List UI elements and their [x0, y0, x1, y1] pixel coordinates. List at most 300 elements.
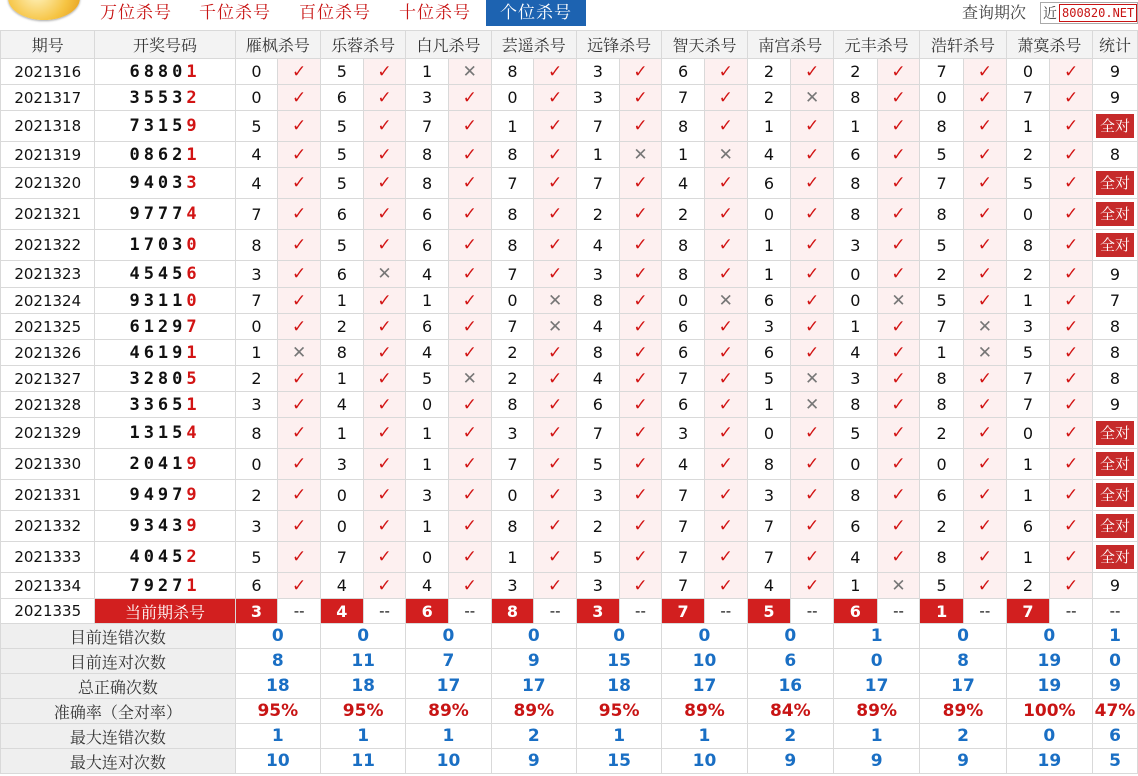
- kill-number-cell: 2: [1006, 261, 1050, 288]
- pending-mark: --: [363, 599, 406, 624]
- period-cell: 2021316: [1, 59, 95, 85]
- summary-value: 9: [833, 749, 919, 774]
- kill-number-cell: 1: [320, 288, 363, 314]
- check-icon: ✓: [963, 392, 1006, 418]
- cross-icon: ✕: [619, 142, 662, 168]
- kill-number-cell: 7: [662, 480, 705, 511]
- check-icon: ✓: [704, 230, 747, 261]
- kill-number-cell: 5: [235, 111, 278, 142]
- check-icon: ✓: [363, 230, 406, 261]
- kill-number-cell: 3: [662, 418, 705, 449]
- kill-number-cell: 7: [920, 168, 964, 199]
- kill-number-cell: 1: [491, 542, 534, 573]
- summary-value: 18: [235, 674, 320, 699]
- draw-digits: 6129: [129, 316, 187, 337]
- kill-number-cell: 1: [747, 111, 791, 142]
- check-icon: ✓: [704, 573, 747, 599]
- summary-value: 84%: [747, 699, 833, 724]
- check-icon: ✓: [534, 85, 577, 111]
- period-cell: 2021326: [1, 340, 95, 366]
- kill-number-cell: 6: [406, 230, 449, 261]
- check-icon: ✓: [534, 542, 577, 573]
- table-row: [1, 392, 1138, 418]
- header-expert-2: 白凡杀号: [406, 31, 491, 59]
- kill-number-cell: 3: [833, 230, 877, 261]
- kill-number-cell: 8: [920, 392, 964, 418]
- kill-number-cell: 1: [833, 314, 877, 340]
- kill-number-cell: 5: [406, 366, 449, 392]
- kill-number-cell: 8: [920, 111, 964, 142]
- all-correct-badge: 全对: [1096, 483, 1134, 507]
- stat-cell: 9: [1093, 573, 1138, 599]
- kill-number-cell: 3: [747, 480, 791, 511]
- kill-number-cell: 5: [320, 168, 363, 199]
- summary-value: 16: [747, 674, 833, 699]
- check-icon: ✓: [278, 542, 321, 573]
- check-icon: ✓: [448, 573, 491, 599]
- kill-number-cell: 8: [833, 168, 877, 199]
- kill-number-cell: 3: [576, 573, 619, 599]
- check-icon: ✓: [363, 288, 406, 314]
- summary-value: 0: [491, 624, 576, 649]
- kill-number-cell: 8: [747, 449, 791, 480]
- draw-ones-digit: 1: [186, 61, 201, 82]
- summary-stat: 1: [1093, 624, 1138, 649]
- kill-number-cell: 0: [320, 480, 363, 511]
- table-row: [1, 261, 1138, 288]
- cross-icon: ✕: [448, 366, 491, 392]
- summary-value: 9: [747, 749, 833, 774]
- kill-number-cell: 0: [491, 480, 534, 511]
- kill-number-cell: 8: [662, 111, 705, 142]
- period-cell: 2021318: [1, 111, 95, 142]
- header-expert-6: 南宫杀号: [747, 31, 833, 59]
- tab-qian-kill[interactable]: 千位杀号: [199, 3, 271, 23]
- kill-number-cell: 2: [576, 199, 619, 230]
- kill-number-cell: 6: [747, 288, 791, 314]
- check-icon: ✓: [534, 111, 577, 142]
- draw-ones-digit: 9: [186, 116, 201, 136]
- check-icon: ✓: [534, 392, 577, 418]
- draw-digits: 1703: [129, 235, 187, 255]
- table-row: [1, 111, 1138, 142]
- check-icon: ✓: [278, 314, 321, 340]
- all-correct-badge: 全对: [1096, 202, 1134, 226]
- check-icon: ✓: [619, 366, 662, 392]
- cross-icon: ✕: [448, 59, 491, 85]
- period-cell: 2021332: [1, 511, 95, 542]
- draw-digits: 9403: [129, 173, 187, 193]
- kill-number-cell: 8: [491, 392, 534, 418]
- kill-number-cell: 1: [491, 111, 534, 142]
- check-icon: ✓: [877, 142, 920, 168]
- cross-icon: ✕: [791, 85, 834, 111]
- check-icon: ✓: [877, 340, 920, 366]
- check-icon: ✓: [1050, 480, 1093, 511]
- draw-ones-digit: 1: [186, 394, 201, 415]
- check-icon: ✓: [363, 199, 406, 230]
- kill-number-cell: 4: [235, 168, 278, 199]
- check-icon: ✓: [1050, 85, 1093, 111]
- pending-mark: --: [877, 599, 920, 624]
- kill-number-cell: 7: [662, 573, 705, 599]
- draw-digits: 9311: [129, 290, 187, 311]
- check-icon: ✓: [877, 366, 920, 392]
- table-row: [1, 59, 1138, 85]
- check-icon: ✓: [877, 111, 920, 142]
- check-icon: ✓: [448, 261, 491, 288]
- predicted-kill-number: 7: [1006, 599, 1050, 624]
- kill-number-cell: 1: [1006, 480, 1050, 511]
- kill-number-cell: 6: [320, 199, 363, 230]
- kill-number-cell: 7: [576, 168, 619, 199]
- table-row: [1, 168, 1138, 199]
- summary-value: 0: [1006, 724, 1092, 749]
- check-icon: ✓: [363, 392, 406, 418]
- summary-value: 10: [662, 749, 747, 774]
- summary-value: 15: [576, 649, 661, 674]
- summary-value: 89%: [406, 699, 491, 724]
- draw-number-cell: [95, 85, 235, 111]
- kill-number-cell: 0: [833, 288, 877, 314]
- kill-number-cell: 8: [576, 340, 619, 366]
- kill-number-cell: 2: [833, 59, 877, 85]
- predicted-kill-number: 7: [662, 599, 705, 624]
- header-expert-9: 萧寞杀号: [1006, 31, 1092, 59]
- check-icon: ✓: [704, 85, 747, 111]
- kill-number-cell: 5: [1006, 340, 1050, 366]
- period-cell: 2021329: [1, 418, 95, 449]
- check-icon: ✓: [791, 288, 834, 314]
- check-icon: ✓: [619, 111, 662, 142]
- check-icon: ✓: [363, 314, 406, 340]
- kill-number-cell: 4: [320, 573, 363, 599]
- summary-value: 1: [406, 724, 491, 749]
- summary-value: 2: [747, 724, 833, 749]
- draw-ones-digit: 5: [186, 368, 201, 389]
- check-icon: ✓: [1050, 573, 1093, 599]
- kill-number-cell: 0: [747, 199, 791, 230]
- cross-icon: ✕: [877, 288, 920, 314]
- kill-number-cell: 7: [320, 542, 363, 573]
- period-cell: 2021317: [1, 85, 95, 111]
- check-icon: ✓: [619, 573, 662, 599]
- check-icon: ✓: [448, 511, 491, 542]
- kill-number-cell: 6: [662, 392, 705, 418]
- tab-wan-kill[interactable]: 万位杀号: [100, 3, 172, 23]
- draw-ones-digit: 7: [186, 316, 201, 337]
- kill-number-cell: 4: [833, 340, 877, 366]
- check-icon: ✓: [704, 199, 747, 230]
- check-icon: ✓: [877, 418, 920, 449]
- summary-value: 17: [406, 674, 491, 699]
- kill-number-cell: 7: [491, 168, 534, 199]
- kill-number-cell: 8: [235, 418, 278, 449]
- kill-number-cell: 4: [320, 392, 363, 418]
- check-icon: ✓: [791, 418, 834, 449]
- kill-number-cell: 5: [320, 111, 363, 142]
- kill-number-cell: 7: [235, 199, 278, 230]
- header-stats: 统计: [1093, 31, 1138, 59]
- kill-number-cell: 8: [406, 142, 449, 168]
- draw-digits: 2041: [129, 454, 187, 474]
- query-period-select[interactable]: 近: [1040, 2, 1138, 24]
- draw-digits: 3365: [129, 394, 187, 415]
- draw-number-cell: [95, 392, 235, 418]
- table-row: [1, 418, 1138, 449]
- kill-number-cell: 3: [235, 261, 278, 288]
- kill-number-cell: 3: [235, 511, 278, 542]
- kill-number-cell: 1: [833, 573, 877, 599]
- draw-digits: 1315: [129, 423, 187, 443]
- kill-number-cell: 1: [406, 449, 449, 480]
- draw-number-cell: [95, 340, 235, 366]
- period-cell: 2021331: [1, 480, 95, 511]
- summary-value: 0: [833, 649, 919, 674]
- summary-value: 1: [833, 624, 919, 649]
- kill-number-cell: 0: [235, 85, 278, 111]
- kill-number-cell: 8: [662, 261, 705, 288]
- check-icon: ✓: [877, 261, 920, 288]
- stat-cell: 9: [1093, 59, 1138, 85]
- draw-number-cell: [95, 230, 235, 261]
- kill-number-cell: 5: [320, 230, 363, 261]
- header-draw: 开奖号码: [95, 31, 235, 59]
- check-icon: ✓: [278, 418, 321, 449]
- current-stat-cell: --: [1093, 599, 1138, 624]
- kill-number-cell: 8: [833, 392, 877, 418]
- check-icon: ✓: [1050, 59, 1093, 85]
- draw-number-cell: [95, 480, 235, 511]
- kill-number-cell: 7: [491, 314, 534, 340]
- kill-number-cell: 5: [833, 418, 877, 449]
- check-icon: ✓: [704, 511, 747, 542]
- kill-number-cell: 4: [576, 230, 619, 261]
- kill-number-cell: 7: [662, 85, 705, 111]
- kill-number-cell: 3: [235, 392, 278, 418]
- cross-icon: ✕: [704, 288, 747, 314]
- kill-number-cell: 8: [920, 366, 964, 392]
- kill-number-cell: 8: [1006, 230, 1050, 261]
- kill-number-cell: 8: [491, 199, 534, 230]
- check-icon: ✓: [1050, 511, 1093, 542]
- kill-number-cell: 4: [235, 142, 278, 168]
- stat-cell: 8: [1093, 142, 1138, 168]
- draw-digits: 3280: [129, 368, 187, 389]
- draw-digits: 0862: [129, 144, 187, 165]
- kill-number-cell: 8: [662, 230, 705, 261]
- summary-value: 9: [491, 749, 576, 774]
- draw-ones-digit: 0: [186, 290, 201, 311]
- check-icon: ✓: [448, 418, 491, 449]
- kill-number-cell: 1: [1006, 449, 1050, 480]
- check-icon: ✓: [877, 59, 920, 85]
- tab-bai-kill[interactable]: 百位杀号: [299, 3, 371, 23]
- check-icon: ✓: [704, 340, 747, 366]
- check-icon: ✓: [877, 85, 920, 111]
- draw-number-cell: [95, 449, 235, 480]
- draw-digits: 3553: [129, 87, 187, 108]
- table-row: [1, 449, 1138, 480]
- draw-number-cell: [95, 511, 235, 542]
- check-icon: ✓: [363, 449, 406, 480]
- check-icon: ✓: [448, 314, 491, 340]
- pending-mark: --: [963, 599, 1006, 624]
- check-icon: ✓: [1050, 142, 1093, 168]
- kill-number-cell: 7: [662, 366, 705, 392]
- check-icon: ✓: [619, 449, 662, 480]
- check-icon: ✓: [619, 480, 662, 511]
- kill-number-cell: 6: [406, 314, 449, 340]
- kill-number-cell: 8: [320, 340, 363, 366]
- kill-number-cell: 0: [320, 511, 363, 542]
- kill-number-cell: 7: [1006, 85, 1050, 111]
- cross-icon: ✕: [534, 314, 577, 340]
- check-icon: ✓: [363, 511, 406, 542]
- summary-value: 89%: [491, 699, 576, 724]
- check-icon: ✓: [963, 573, 1006, 599]
- check-icon: ✓: [963, 542, 1006, 573]
- draw-ones-digit: 0: [186, 235, 201, 255]
- pending-mark: --: [278, 599, 321, 624]
- check-icon: ✓: [704, 449, 747, 480]
- kill-number-cell: 6: [406, 199, 449, 230]
- check-icon: ✓: [619, 418, 662, 449]
- draw-ones-digit: 9: [186, 485, 201, 505]
- kill-number-cell: 7: [1006, 392, 1050, 418]
- kill-number-cell: 0: [747, 418, 791, 449]
- kill-number-cell: 5: [320, 59, 363, 85]
- check-icon: ✓: [619, 168, 662, 199]
- check-icon: ✓: [448, 111, 491, 142]
- draw-digits: 4545: [129, 264, 187, 284]
- period-cell: 2021323: [1, 261, 95, 288]
- check-icon: ✓: [791, 230, 834, 261]
- check-icon: ✓: [791, 340, 834, 366]
- site-logo[interactable]: [8, 0, 80, 20]
- check-icon: ✓: [963, 418, 1006, 449]
- summary-stat: 5: [1093, 749, 1138, 774]
- tab-ge-kill[interactable]: 个位杀号: [486, 0, 586, 26]
- summary-value: 2: [491, 724, 576, 749]
- predicted-kill-number: 3: [235, 599, 278, 624]
- draw-number-cell: [95, 261, 235, 288]
- kill-number-cell: 2: [235, 366, 278, 392]
- period-cell: 2021328: [1, 392, 95, 418]
- draw-ones-digit: 9: [186, 454, 201, 474]
- check-icon: ✓: [877, 168, 920, 199]
- check-icon: ✓: [704, 314, 747, 340]
- summary-label: 最大连对次数: [1, 749, 236, 774]
- summary-value: 9: [491, 649, 576, 674]
- summary-label: 总正确次数: [1, 674, 236, 699]
- check-icon: ✓: [963, 168, 1006, 199]
- kill-number-cell: 2: [235, 480, 278, 511]
- check-icon: ✓: [534, 59, 577, 85]
- check-icon: ✓: [963, 261, 1006, 288]
- summary-row: [1, 624, 1138, 649]
- check-icon: ✓: [448, 168, 491, 199]
- kill-number-cell: 6: [920, 480, 964, 511]
- summary-value: 0: [662, 624, 747, 649]
- all-correct-badge: 全对: [1096, 514, 1134, 538]
- kill-number-cell: 5: [576, 542, 619, 573]
- kill-number-cell: 0: [235, 314, 278, 340]
- tab-shi-kill[interactable]: 十位杀号: [399, 3, 471, 23]
- kill-number-cell: 8: [576, 288, 619, 314]
- table-header-row: [1, 31, 1138, 59]
- draw-ones-digit: 4: [186, 204, 201, 224]
- stat-cell: 9: [1093, 85, 1138, 111]
- check-icon: ✓: [448, 288, 491, 314]
- draw-number-cell: [95, 418, 235, 449]
- check-icon: ✓: [534, 418, 577, 449]
- kill-number-cell: 2: [920, 511, 964, 542]
- check-icon: ✓: [791, 573, 834, 599]
- kill-number-cell: 6: [576, 392, 619, 418]
- draw-number-cell: [95, 59, 235, 85]
- summary-label: 最大连错次数: [1, 724, 236, 749]
- check-icon: ✓: [619, 288, 662, 314]
- check-icon: ✓: [534, 480, 577, 511]
- draw-number-cell: [95, 288, 235, 314]
- cross-icon: ✕: [704, 142, 747, 168]
- check-icon: ✓: [363, 573, 406, 599]
- kill-number-cell: 0: [833, 449, 877, 480]
- check-icon: ✓: [963, 288, 1006, 314]
- check-icon: ✓: [278, 59, 321, 85]
- check-icon: ✓: [877, 392, 920, 418]
- predicted-kill-number: 8: [491, 599, 534, 624]
- check-icon: ✓: [704, 366, 747, 392]
- kill-number-cell: 0: [920, 85, 964, 111]
- check-icon: ✓: [534, 142, 577, 168]
- kill-number-cell: 1: [920, 340, 964, 366]
- period-cell: 2021325: [1, 314, 95, 340]
- stat-cell: [1093, 511, 1138, 542]
- kill-number-cell: 0: [491, 85, 534, 111]
- kill-number-cell: 7: [491, 261, 534, 288]
- draw-digits: 7927: [129, 575, 187, 596]
- check-icon: ✓: [534, 366, 577, 392]
- summary-value: 95%: [320, 699, 405, 724]
- kill-number-cell: 1: [406, 288, 449, 314]
- check-icon: ✓: [363, 340, 406, 366]
- summary-row: [1, 724, 1138, 749]
- all-correct-badge: 全对: [1096, 171, 1134, 195]
- summary-value: 18: [320, 674, 405, 699]
- kill-number-cell: 5: [920, 288, 964, 314]
- table-row: [1, 199, 1138, 230]
- kill-number-cell: 0: [1006, 59, 1050, 85]
- kill-number-cell: 3: [747, 314, 791, 340]
- stat-cell: [1093, 449, 1138, 480]
- kill-number-cell: 4: [833, 542, 877, 573]
- draw-digits: 6880: [129, 61, 187, 82]
- kill-number-cell: 7: [576, 111, 619, 142]
- stat-cell: [1093, 168, 1138, 199]
- summary-value: 17: [833, 674, 919, 699]
- cross-icon: ✕: [963, 340, 1006, 366]
- predicted-kill-number: 6: [833, 599, 877, 624]
- check-icon: ✓: [704, 111, 747, 142]
- cross-icon: ✕: [534, 288, 577, 314]
- check-icon: ✓: [791, 59, 834, 85]
- check-icon: ✓: [704, 542, 747, 573]
- header-expert-8: 浩轩杀号: [920, 31, 1006, 59]
- current-kill-button[interactable]: 当前期杀号: [95, 599, 235, 624]
- check-icon: ✓: [791, 480, 834, 511]
